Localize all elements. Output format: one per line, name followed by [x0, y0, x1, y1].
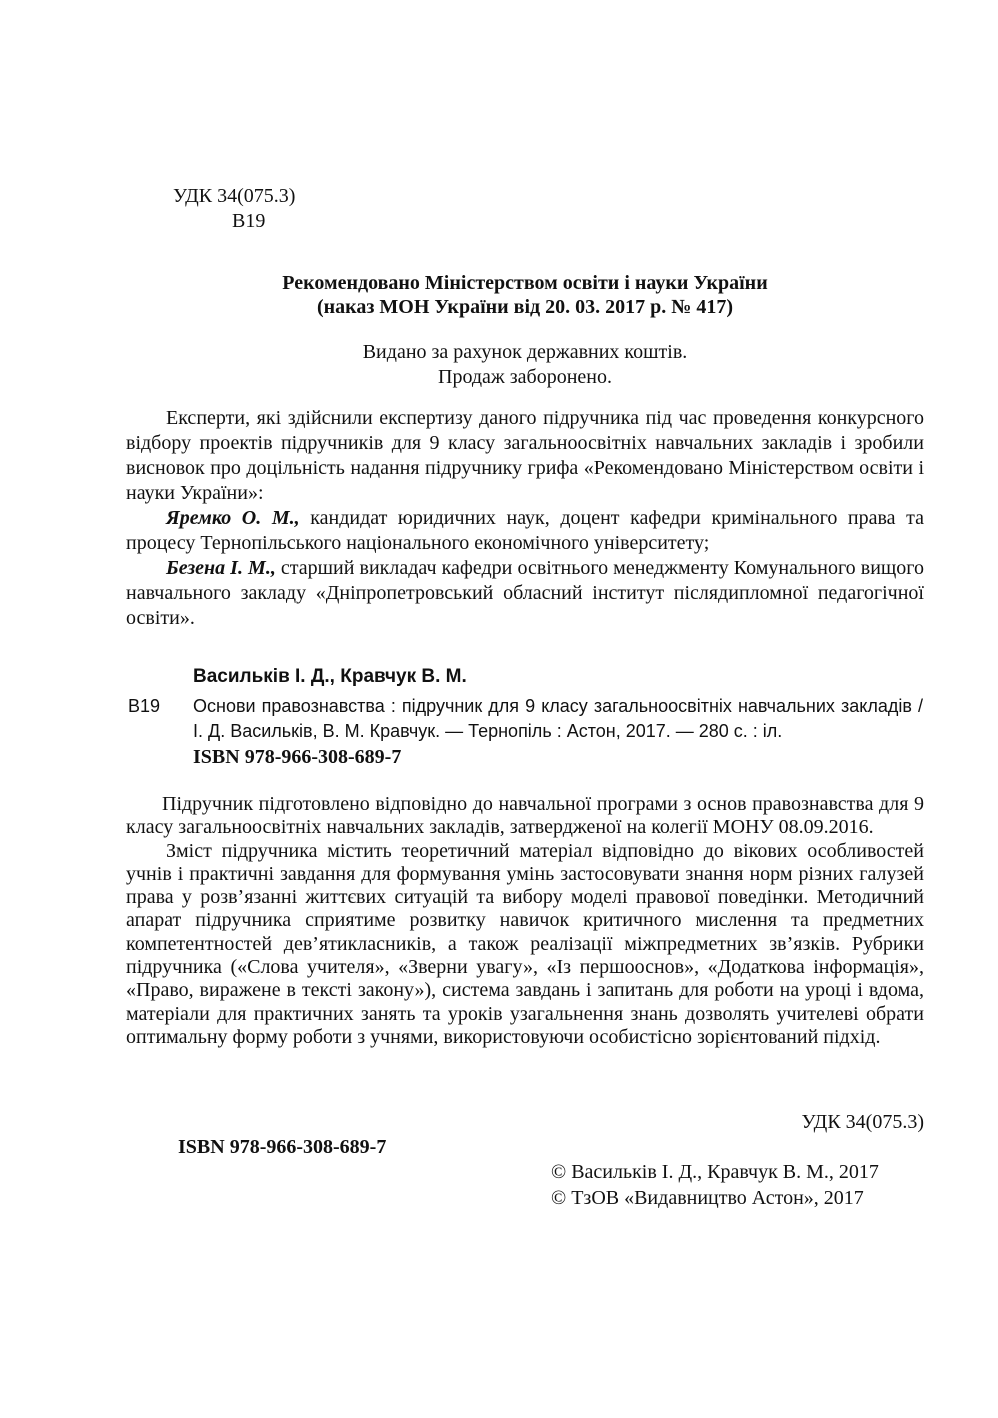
- annotation-paragraph-1: Підручник підготовлено відповідно до навчальної програми з основ правознавства для 9 класу загальноосвітніх навчальних закладів, затвердженої на колегії МОНУ 08.09.2016.: [126, 793, 924, 839]
- footer-isbn: ISBN 978-966-308-689-7: [178, 1136, 387, 1158]
- bib-mark: В19: [128, 696, 161, 716]
- bib-authors: Васильків І. Д., Кравчук В. М.: [193, 666, 467, 687]
- annotation-paragraph-2: Зміст підручника містить теоретичний матеріал відповідно до вікових особливостей учнів і практичні завдання для формування умінь застосовувати знання норм різних галузей права у розв’язанні життєвих ситуацій та вибору моделі правової поведінки. Методичний апарат підручника сприятиме розвитку навичок критичного мислення та предметних компетентностей дев’ятикласників, а також реалізації міжпредметних зв’язків. Рубрики підручника («Слова учителя», «Зверни увагу», «Із першооснов», «Додаткова інформація», «Право, виражене в тексті закону»), система завдань і запитань для роботи на уроці і вдома, матеріали для практичних занять та уроків узагальнення знань дозволять учителеві обрати оптимальну форму роботи з учнями, використовуючи особистісно зорієнтований підхід.: [126, 839, 924, 1048]
- expert-desc-1: кандидат юридичних наук, доцент кафедри кримінального права та процесу Тернопільського національного економічного університету;: [126, 507, 924, 554]
- experts-block: [126, 406, 924, 631]
- annotation-block: [126, 793, 924, 1049]
- funding-line-1: Видано за рахунок державних коштів.: [362, 341, 688, 363]
- recommendation-line-1: Рекомендовано Міністерством освіти і науки України: [282, 272, 768, 294]
- copyright-authors: © Васильків І. Д., Кравчук В. М., 2017: [551, 1161, 879, 1183]
- expert-name-1: Яремко О. М.,: [166, 507, 300, 529]
- author-mark: В19: [232, 210, 266, 232]
- footer-udk: УДК 34(075.3): [801, 1111, 924, 1133]
- expert-name-2: Безена І. М.,: [166, 557, 276, 579]
- bib-isbn: ISBN 978-966-308-689-7: [193, 746, 402, 768]
- bib-description: Основи правознавства : підручник для 9 класу загальноосвітніх навчальних закладів / І. Д. Васильків, В. М. Кравчук. — Тернопіль : Астон, 2017. — 280 с. : іл.: [193, 696, 923, 741]
- expert-item-1: [126, 506, 924, 556]
- udk-code: УДК 34(075.3): [173, 185, 296, 207]
- recommendation-line-2: (наказ МОН України від 20. 03. 2017 р. № 417): [316, 296, 734, 318]
- funding-line-2: Продаж заборонено.: [438, 366, 612, 388]
- expert-desc-2: старший викладач кафедри освітнього менеджменту Комунального вищого навчального закладу «Дніпропетровський обласний інститут післядипломної педагогічної освіти».: [126, 557, 925, 629]
- experts-intro: Експерти, які здійснили експертизу даного підручника під час проведення конкурсного відбору проектів підручників для 9 класу загальноосвітніх навчальних закладів і зробили висновок про доцільність надання підручнику грифа «Рекомендовано Міністерством освіти і науки України»:: [126, 407, 924, 504]
- copyright-publisher: © ТзОВ «Видавництво Астон», 2017: [551, 1187, 864, 1209]
- expert-item-2: [126, 556, 924, 631]
